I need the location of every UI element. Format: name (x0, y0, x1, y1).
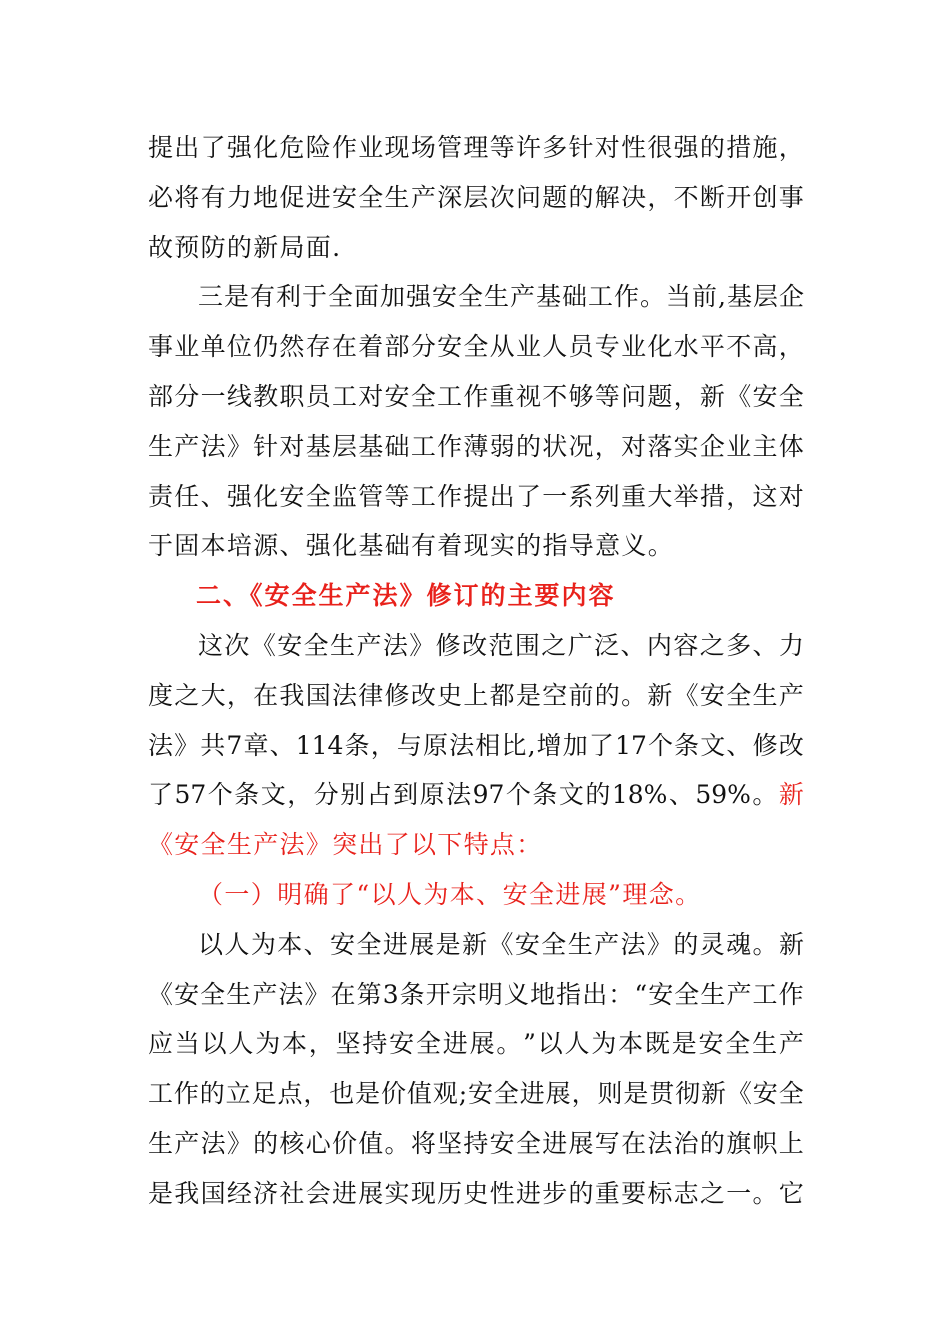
paragraph-line: 部 分 一 线 教 职 员 工 对 安 全 工 作 重 视 不 够 等 问 题 ， 新 《 安 全 (148, 382, 804, 411)
paragraph-line: 应 当 以 人 为 本 ， 坚 持 安 全 进 展 。 ” 以 人 为 本 既 是 安 全 生 产 (148, 1029, 804, 1058)
paragraph-line: 《安全生产法》突出了以下特点： (148, 830, 543, 859)
section-heading: 二、《安全生产法》修订的主要内容 (196, 581, 616, 610)
paragraph-line: 生 产 法 》 的 核 心 价 值 。 将 坚 持 安 全 进 展 写 在 法 治 的 旗 帜 上 (148, 1129, 804, 1158)
highlighted-text: 新 (778, 780, 804, 809)
paragraph-line: 以 人 为 本 、 安 全 进 展 是 新 《 安 全 生 产 法 》 的 灵 魂 。 新 (198, 930, 804, 959)
paragraph-line: 生 产 法 》 针 对 基 层 基 础 工 作 薄 弱 的 状 况 ， 对 落 实 企 业 主 体 (148, 432, 804, 461)
paragraph-line: 三 是 有 利 于 全 面 加 强 安 全 生 产 基 础 工 作 。 当 前 , 基 层 企 (198, 282, 804, 311)
paragraph-line: 了 57 个 条 文 ， 分 别 占 到 原 法 97 个 条 文 的 18% 、 59% 。 新 (148, 770, 804, 820)
paragraph-line: 法 》 共 7 章 、 114 条 ， 与 原 法 相 比 , 增 加 了 17 个 条 文 、 修 改 (148, 731, 804, 760)
paragraph-line: 责 任 、 强 化 安 全 监 管 等 工 作 提 出 了 一 系 列 重 大 举 措 ， 这 对 (148, 482, 804, 511)
paragraph-line: 这 次 《 安 全 生 产 法 》 修 改 范 围 之 广 泛 、 内 容 之 多 、 力 (198, 631, 804, 660)
paragraph-line: 于固本培源、强化基础有着现实的指导意义。 (148, 531, 675, 560)
paragraph-line: 故预防的新局面. (148, 233, 342, 262)
paragraph-line: 是 我 国 经 济 社 会 进 展 实 现 历 史 性 进 步 的 重 要 标 志 之 一 。 它 (148, 1179, 804, 1208)
paragraph-line: 提 出 了 强 化 危 险 作 业 现 场 管 理 等 许 多 针 对 性 很 强 的 措 施 ， (148, 133, 804, 162)
paragraph-line: 事 业 单 位 仍 然 存 在 着 部 分 安 全 从 业 人 员 专 业 化 水 平 不 高 ， (148, 332, 804, 361)
subsection-heading: （一）明确了“以人为本、安全进展”理念。 (198, 880, 702, 909)
paragraph-line: 度 之 大 ， 在 我 国 法 律 修 改 史 上 都 是 空 前 的 。 新 《 安 全 生 产 (148, 681, 804, 710)
paragraph-line: 工 作 的 立 足 点 ， 也 是 价 值 观 ; 安 全 进 展 ， 则 是 贯 彻 新 《 安 全 (148, 1079, 804, 1108)
paragraph-line: 必 将 有 力 地 促 进 安 全 生 产 深 层 次 问 题 的 解 决 ， 不 断 开 创 事 (148, 183, 804, 212)
paragraph-line: 《 安 全 生 产 法 》 在 第 3 条 开 宗 明 义 地 指 出 ： “ 安 全 生 产 工 作 (148, 980, 804, 1009)
